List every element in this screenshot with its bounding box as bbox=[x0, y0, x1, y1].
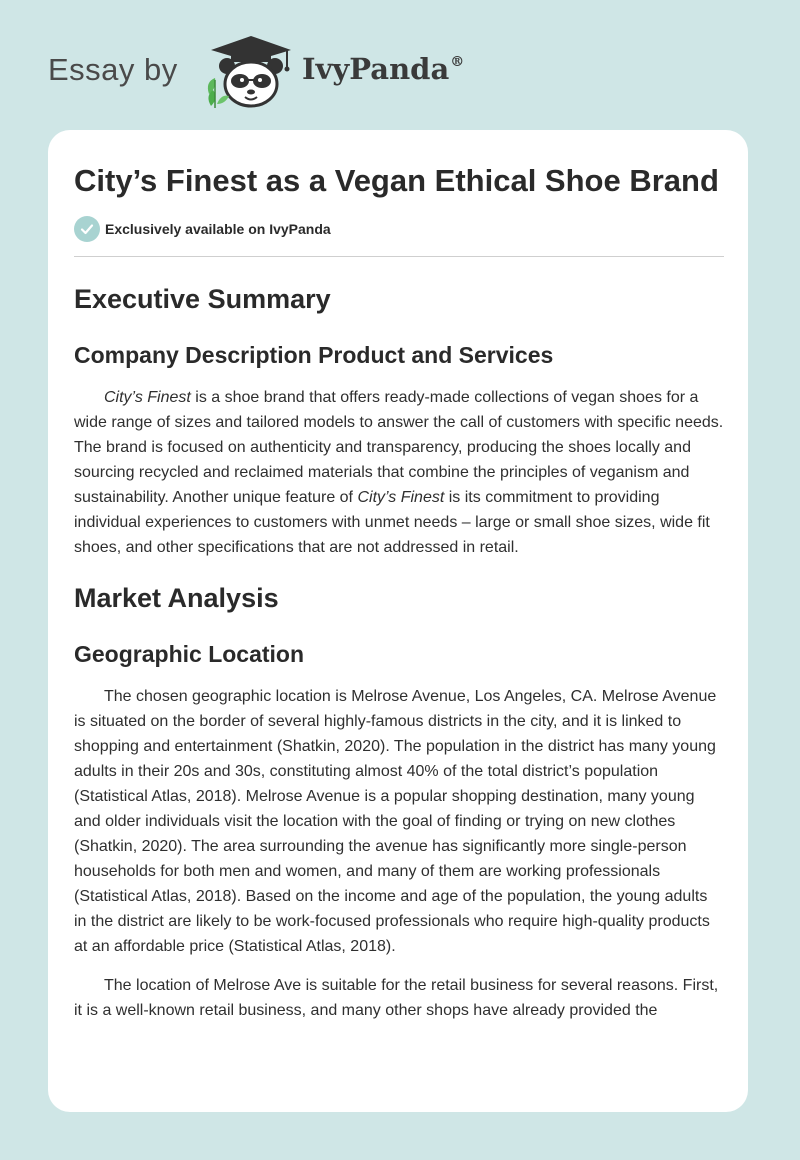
site-header bbox=[48, 30, 548, 110]
essay-by-label: Essay by bbox=[48, 52, 178, 87]
article-card bbox=[48, 130, 748, 1112]
heading-market-analysis: Market Analysis bbox=[74, 583, 279, 613]
article-title: City’s Finest as a Vegan Ethical Shoe Brand bbox=[74, 163, 719, 198]
brand-emphasis: City’s Finest bbox=[104, 389, 191, 406]
paragraph-company-description: City’s Finest is a shoe brand that offers ready-made collections of vegan shoes for a wide range of sizes and tailored models to answer the call of customers with specific needs. The brand is focused on authenticity and transparency, producing the shoes locally and sourcing recycled and reclaimed materials that combine the principles of veganism and sustainability. Another unique feature of City’s Finest is its commitment to providing individual experiences to customers with unmet needs – large or small shoe sizes, wide fit shoes, and other specifications that are not addressed in retail. bbox=[74, 389, 724, 556]
exclusive-badge-label: Exclusively available on IvyPanda bbox=[105, 221, 331, 237]
panda-graduate-icon[interactable] bbox=[203, 34, 299, 110]
brand-emphasis: City’s Finest bbox=[357, 489, 445, 506]
registered-mark: ® bbox=[450, 54, 465, 70]
subheading-geographic-location: Geographic Location bbox=[74, 641, 305, 667]
check-circle-icon bbox=[74, 216, 100, 242]
divider bbox=[74, 256, 724, 257]
paragraph-geographic-location: The chosen geographic location is Melrose Avenue, Los Angeles, CA. Melrose Avenue is situated on the border of several highly-famous districts in the city, and it is linked to shopping and entertainment (Shatkin, 2020). The population in the district has many young adults in their 20s and 30s, constituting almost 40% of the total district’s population (Statistical Atlas, 2018). Melrose Avenue is a popular shopping destination, many young and older individuals visit the location with the goal of finding or trying on new clothes (Shatkin, 2020). The area surrounding the avenue has significantly more single-person households for both men and women, and many of them are working professionals (Statistical Atlas, 2018). Based on the income and age of the population, the young adults in the district are likely to be work-focused professionals who require high-quality products at an affordable price (Statistical Atlas, 2018). bbox=[74, 688, 717, 955]
heading-executive-summary: Executive Summary bbox=[74, 284, 331, 314]
exclusive-badge bbox=[74, 214, 724, 244]
brand-name[interactable]: IvyPanda® bbox=[302, 52, 465, 86]
article-content bbox=[74, 160, 724, 1023]
paragraph-location-suitability: The location of Melrose Ave is suitable for the retail business for several reasons. First, it is a well-known retail business, and many other shops have already provided the bbox=[74, 977, 719, 1019]
subheading-company-description: Company Description Product and Services bbox=[74, 342, 554, 368]
